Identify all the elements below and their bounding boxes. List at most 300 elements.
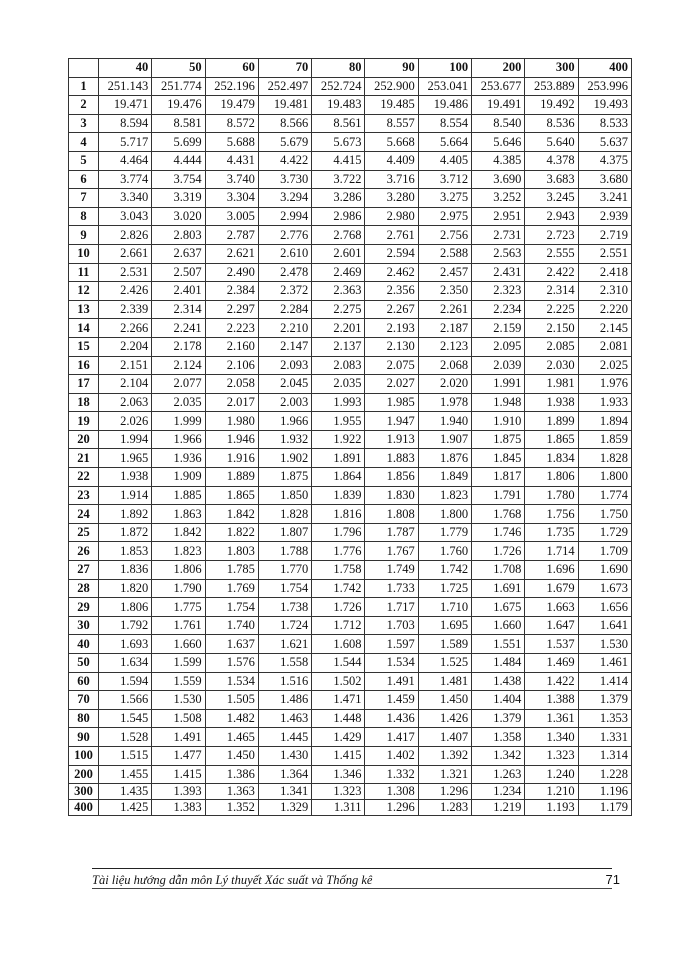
table-row <box>69 728 632 747</box>
table-cell: 2.093 <box>258 356 311 375</box>
table-cell: 2.826 <box>99 226 152 245</box>
table-cell: 2.030 <box>525 356 578 375</box>
table-cell: 1.845 <box>472 449 525 468</box>
table-cell: 1.430 <box>258 746 311 765</box>
table-cell: 2.457 <box>418 263 471 282</box>
table-cell: 3.716 <box>365 170 418 189</box>
table-cell: 3.275 <box>418 189 471 208</box>
table-cell: 1.863 <box>152 505 205 524</box>
table-cell: 1.776 <box>312 542 365 561</box>
table-cell: 1.740 <box>205 616 258 635</box>
table-cell: 1.946 <box>205 430 258 449</box>
table-cell: 19.483 <box>312 96 365 115</box>
row-label: 10 <box>69 244 99 263</box>
table-cell: 1.817 <box>472 468 525 487</box>
table-cell: 1.448 <box>312 709 365 728</box>
table-cell: 1.323 <box>312 784 365 800</box>
row-label: 80 <box>69 709 99 728</box>
table-cell: 1.331 <box>578 728 631 747</box>
table-cell: 1.742 <box>312 579 365 598</box>
table-cell: 1.922 <box>312 430 365 449</box>
table-cell: 3.680 <box>578 170 631 189</box>
table-cell: 1.980 <box>205 412 258 431</box>
table-cell: 2.039 <box>472 356 525 375</box>
table-cell: 1.358 <box>472 728 525 747</box>
table-cell: 2.418 <box>578 263 631 282</box>
row-label: 29 <box>69 598 99 617</box>
table-cell: 1.438 <box>472 672 525 691</box>
table-cell: 1.823 <box>152 542 205 561</box>
row-label: 23 <box>69 486 99 505</box>
table-cell: 2.723 <box>525 226 578 245</box>
table-row <box>69 356 632 375</box>
table-cell: 1.589 <box>418 635 471 654</box>
table-cell: 5.664 <box>418 133 471 152</box>
table-cell: 1.806 <box>525 468 578 487</box>
table-cell: 19.471 <box>99 96 152 115</box>
table-cell: 1.530 <box>578 635 631 654</box>
table-cell: 2.431 <box>472 263 525 282</box>
table-cell: 1.637 <box>205 635 258 654</box>
table-row <box>69 598 632 617</box>
table-cell: 1.675 <box>472 598 525 617</box>
table-cell: 1.820 <box>99 579 152 598</box>
table-cell: 1.477 <box>152 746 205 765</box>
table-cell: 2.943 <box>525 207 578 226</box>
column-header: 400 <box>578 59 631 78</box>
table-cell: 1.545 <box>99 709 152 728</box>
table-cell: 2.401 <box>152 282 205 301</box>
table-cell: 4.375 <box>578 151 631 170</box>
table-cell: 2.275 <box>312 300 365 319</box>
table-cell: 3.774 <box>99 170 152 189</box>
table-cell: 1.508 <box>152 709 205 728</box>
table-cell: 2.027 <box>365 375 418 394</box>
table-cell: 8.533 <box>578 114 631 133</box>
table-cell: 2.045 <box>258 375 311 394</box>
column-header: 40 <box>99 59 152 78</box>
table-cell: 1.352 <box>205 800 258 816</box>
table-cell: 1.558 <box>258 654 311 673</box>
table-row <box>69 542 632 561</box>
table-cell: 2.384 <box>205 282 258 301</box>
table-cell: 3.319 <box>152 189 205 208</box>
table-cell: 1.806 <box>152 561 205 580</box>
table-cell: 252.724 <box>312 77 365 96</box>
table-cell: 1.599 <box>152 654 205 673</box>
table-cell: 2.975 <box>418 207 471 226</box>
table-cell: 1.913 <box>365 430 418 449</box>
table-cell: 1.404 <box>472 691 525 710</box>
row-label: 24 <box>69 505 99 524</box>
row-label: 7 <box>69 189 99 208</box>
table-cell: 1.422 <box>525 672 578 691</box>
table-cell: 1.842 <box>152 523 205 542</box>
table-cell: 2.787 <box>205 226 258 245</box>
table-cell: 8.561 <box>312 114 365 133</box>
table-cell: 2.610 <box>258 244 311 263</box>
row-label: 30 <box>69 616 99 635</box>
table-cell: 2.160 <box>205 337 258 356</box>
table-cell: 1.985 <box>365 393 418 412</box>
table-cell: 1.791 <box>472 486 525 505</box>
table-cell: 2.266 <box>99 319 152 338</box>
table-cell: 1.885 <box>152 486 205 505</box>
table-cell: 1.750 <box>578 505 631 524</box>
table-cell: 2.719 <box>578 226 631 245</box>
table-cell: 1.853 <box>99 542 152 561</box>
table-cell: 1.537 <box>525 635 578 654</box>
table-cell: 2.234 <box>472 300 525 319</box>
table-cell: 1.311 <box>312 800 365 816</box>
table-cell: 1.608 <box>312 635 365 654</box>
table-cell: 1.634 <box>99 654 152 673</box>
table-cell: 3.340 <box>99 189 152 208</box>
table-cell: 1.346 <box>312 765 365 784</box>
table-cell: 8.581 <box>152 114 205 133</box>
table-row <box>69 189 632 208</box>
table-cell: 1.415 <box>152 765 205 784</box>
table-cell: 1.459 <box>365 691 418 710</box>
column-header: 60 <box>205 59 258 78</box>
table-cell: 19.493 <box>578 96 631 115</box>
table-cell: 1.806 <box>99 598 152 617</box>
table-cell: 1.717 <box>365 598 418 617</box>
table-cell: 1.966 <box>258 412 311 431</box>
table-cell: 3.754 <box>152 170 205 189</box>
table-cell: 2.020 <box>418 375 471 394</box>
table-cell: 2.356 <box>365 282 418 301</box>
table-cell: 1.484 <box>472 654 525 673</box>
table-cell: 1.228 <box>578 765 631 784</box>
row-label: 9 <box>69 226 99 245</box>
table-cell: 1.263 <box>472 765 525 784</box>
table-row <box>69 393 632 412</box>
table-cell: 1.864 <box>312 468 365 487</box>
table-cell: 1.690 <box>578 561 631 580</box>
table-cell: 3.280 <box>365 189 418 208</box>
table-cell: 1.663 <box>525 598 578 617</box>
table-cell: 1.761 <box>152 616 205 635</box>
table-cell: 3.740 <box>205 170 258 189</box>
table-cell: 1.594 <box>99 672 152 691</box>
row-label: 300 <box>69 784 99 800</box>
table-cell: 2.350 <box>418 282 471 301</box>
table-cell: 1.388 <box>525 691 578 710</box>
table-cell: 1.966 <box>152 430 205 449</box>
table-row <box>69 691 632 710</box>
table-cell: 1.551 <box>472 635 525 654</box>
table-cell: 1.415 <box>312 746 365 765</box>
table-cell: 1.341 <box>258 784 311 800</box>
table-cell: 2.297 <box>205 300 258 319</box>
table-cell: 1.770 <box>258 561 311 580</box>
table-cell: 3.245 <box>525 189 578 208</box>
table-row <box>69 579 632 598</box>
table-cell: 2.939 <box>578 207 631 226</box>
table-cell: 2.130 <box>365 337 418 356</box>
table-cell: 4.378 <box>525 151 578 170</box>
table-cell: 1.383 <box>152 800 205 816</box>
table-cell: 2.026 <box>99 412 152 431</box>
column-header: 50 <box>152 59 205 78</box>
table-cell: 1.856 <box>365 468 418 487</box>
table-cell: 1.660 <box>472 616 525 635</box>
table-cell: 2.204 <box>99 337 152 356</box>
table-cell: 1.872 <box>99 523 152 542</box>
table-header-row <box>69 59 632 78</box>
row-label: 8 <box>69 207 99 226</box>
table-cell: 1.647 <box>525 616 578 635</box>
table-cell: 3.286 <box>312 189 365 208</box>
table-cell: 1.283 <box>418 800 471 816</box>
table-cell: 1.726 <box>312 598 365 617</box>
table-cell: 2.551 <box>578 244 631 263</box>
row-label: 19 <box>69 412 99 431</box>
table-cell: 1.363 <box>205 784 258 800</box>
table-cell: 2.756 <box>418 226 471 245</box>
table-cell: 2.151 <box>99 356 152 375</box>
table-cell: 1.981 <box>525 375 578 394</box>
table-cell: 3.252 <box>472 189 525 208</box>
table-cell: 2.178 <box>152 337 205 356</box>
table-cell: 1.850 <box>258 486 311 505</box>
table-cell: 1.788 <box>258 542 311 561</box>
row-label: 200 <box>69 765 99 784</box>
table-cell: 5.688 <box>205 133 258 152</box>
table-cell: 2.124 <box>152 356 205 375</box>
table-cell: 2.422 <box>525 263 578 282</box>
row-label: 28 <box>69 579 99 598</box>
table-row <box>69 170 632 189</box>
table-row <box>69 449 632 468</box>
row-label: 12 <box>69 282 99 301</box>
table-cell: 1.775 <box>152 598 205 617</box>
table-cell: 1.892 <box>99 505 152 524</box>
table-cell: 2.150 <box>525 319 578 338</box>
row-label: 4 <box>69 133 99 152</box>
table-cell: 1.482 <box>205 709 258 728</box>
row-label: 50 <box>69 654 99 673</box>
table-row <box>69 746 632 765</box>
table-cell: 1.296 <box>365 800 418 816</box>
row-label: 70 <box>69 691 99 710</box>
table-cell: 2.426 <box>99 282 152 301</box>
table-cell: 2.123 <box>418 337 471 356</box>
table-cell: 1.834 <box>525 449 578 468</box>
table-cell: 1.379 <box>472 709 525 728</box>
table-cell: 1.425 <box>99 800 152 816</box>
table-cell: 2.462 <box>365 263 418 282</box>
table-cell: 1.314 <box>578 746 631 765</box>
table-cell: 4.415 <box>312 151 365 170</box>
table-cell: 5.640 <box>525 133 578 152</box>
row-label: 27 <box>69 561 99 580</box>
table-cell: 1.323 <box>525 746 578 765</box>
table-cell: 1.894 <box>578 412 631 431</box>
table-cell: 1.544 <box>312 654 365 673</box>
table-cell: 1.865 <box>205 486 258 505</box>
table-cell: 1.179 <box>578 800 631 816</box>
table-cell: 2.314 <box>525 282 578 301</box>
table-cell: 8.594 <box>99 114 152 133</box>
table-cell: 1.407 <box>418 728 471 747</box>
table-cell: 1.321 <box>418 765 471 784</box>
table-cell: 1.999 <box>152 412 205 431</box>
table-row <box>69 226 632 245</box>
table-cell: 1.769 <box>205 579 258 598</box>
table-cell: 1.822 <box>205 523 258 542</box>
table-cell: 2.980 <box>365 207 418 226</box>
table-cell: 1.329 <box>258 800 311 816</box>
table-row <box>69 654 632 673</box>
table-cell: 1.656 <box>578 598 631 617</box>
table-cell: 1.803 <box>205 542 258 561</box>
table-cell: 1.749 <box>365 561 418 580</box>
table-cell: 2.768 <box>312 226 365 245</box>
table-cell: 1.471 <box>312 691 365 710</box>
table-cell: 8.566 <box>258 114 311 133</box>
table-cell: 19.486 <box>418 96 471 115</box>
column-header: 70 <box>258 59 311 78</box>
table-cell: 1.828 <box>578 449 631 468</box>
table-cell: 1.534 <box>205 672 258 691</box>
row-label: 15 <box>69 337 99 356</box>
table-cell: 253.889 <box>525 77 578 96</box>
table-cell: 3.690 <box>472 170 525 189</box>
table-cell: 2.104 <box>99 375 152 394</box>
table-cell: 2.637 <box>152 244 205 263</box>
table-cell: 2.621 <box>205 244 258 263</box>
table-cell: 2.594 <box>365 244 418 263</box>
table-cell: 8.572 <box>205 114 258 133</box>
table-cell: 1.679 <box>525 579 578 598</box>
table-cell: 2.137 <box>312 337 365 356</box>
table-cell: 1.461 <box>578 654 631 673</box>
table-cell: 1.839 <box>312 486 365 505</box>
table-cell: 2.531 <box>99 263 152 282</box>
table-cell: 1.796 <box>312 523 365 542</box>
table-cell: 1.746 <box>472 523 525 542</box>
table-cell: 1.940 <box>418 412 471 431</box>
table-row <box>69 319 632 338</box>
table-cell: 1.436 <box>365 709 418 728</box>
table-cell: 1.516 <box>258 672 311 691</box>
table-cell: 1.756 <box>525 505 578 524</box>
table-cell: 1.353 <box>578 709 631 728</box>
table-cell: 1.909 <box>152 468 205 487</box>
table-cell: 2.761 <box>365 226 418 245</box>
table-cell: 1.691 <box>472 579 525 598</box>
table-cell: 2.025 <box>578 356 631 375</box>
table-row <box>69 375 632 394</box>
table-cell: 3.712 <box>418 170 471 189</box>
table-cell: 1.621 <box>258 635 311 654</box>
table-cell: 1.486 <box>258 691 311 710</box>
table-row <box>69 244 632 263</box>
table-cell: 1.703 <box>365 616 418 635</box>
table-cell: 2.223 <box>205 319 258 338</box>
table-cell: 19.485 <box>365 96 418 115</box>
table-cell: 1.816 <box>312 505 365 524</box>
table-cell: 2.314 <box>152 300 205 319</box>
table-cell: 1.955 <box>312 412 365 431</box>
table-cell: 1.774 <box>578 486 631 505</box>
table-cell: 1.673 <box>578 579 631 598</box>
row-label: 100 <box>69 746 99 765</box>
table-cell: 1.994 <box>99 430 152 449</box>
table-cell: 1.830 <box>365 486 418 505</box>
table-cell: 2.601 <box>312 244 365 263</box>
table-cell: 8.557 <box>365 114 418 133</box>
table-cell: 1.754 <box>258 579 311 598</box>
row-label: 3 <box>69 114 99 133</box>
table-row <box>69 282 632 301</box>
table-cell: 2.490 <box>205 263 258 282</box>
table-cell: 1.780 <box>525 486 578 505</box>
table-cell: 1.402 <box>365 746 418 765</box>
table-cell: 1.836 <box>99 561 152 580</box>
table-cell: 1.899 <box>525 412 578 431</box>
table-cell: 1.891 <box>312 449 365 468</box>
table-cell: 3.304 <box>205 189 258 208</box>
table-cell: 5.673 <box>312 133 365 152</box>
table-cell: 1.534 <box>365 654 418 673</box>
table-cell: 2.469 <box>312 263 365 282</box>
table-cell: 1.729 <box>578 523 631 542</box>
table-cell: 1.234 <box>472 784 525 800</box>
table-cell: 4.464 <box>99 151 152 170</box>
table-cell: 2.145 <box>578 319 631 338</box>
row-label: 21 <box>69 449 99 468</box>
table-cell: 2.147 <box>258 337 311 356</box>
table-cell: 1.933 <box>578 393 631 412</box>
table-cell: 5.717 <box>99 133 152 152</box>
table-cell: 1.859 <box>578 430 631 449</box>
table-cell: 1.414 <box>578 672 631 691</box>
table-cell: 1.597 <box>365 635 418 654</box>
row-label: 60 <box>69 672 99 691</box>
table-cell: 1.902 <box>258 449 311 468</box>
table-cell: 4.409 <box>365 151 418 170</box>
table-cell: 1.712 <box>312 616 365 635</box>
table-row <box>69 505 632 524</box>
table-cell: 4.405 <box>418 151 471 170</box>
row-label: 40 <box>69 635 99 654</box>
row-label: 1 <box>69 77 99 96</box>
table-cell: 1.364 <box>258 765 311 784</box>
table-cell: 2.201 <box>312 319 365 338</box>
table-cell: 253.677 <box>472 77 525 96</box>
table-cell: 3.043 <box>99 207 152 226</box>
table-cell: 1.792 <box>99 616 152 635</box>
table-cell: 251.143 <box>99 77 152 96</box>
column-header: 300 <box>525 59 578 78</box>
table-cell: 2.284 <box>258 300 311 319</box>
table-cell: 1.865 <box>525 430 578 449</box>
row-label: 11 <box>69 263 99 282</box>
table-cell: 1.842 <box>205 505 258 524</box>
table-cell: 1.481 <box>418 672 471 691</box>
table-cell: 1.800 <box>578 468 631 487</box>
table-cell: 1.515 <box>99 746 152 765</box>
column-header: 80 <box>312 59 365 78</box>
table-cell: 2.085 <box>525 337 578 356</box>
table-cell: 1.910 <box>472 412 525 431</box>
table-cell: 1.875 <box>258 468 311 487</box>
corner-cell <box>69 59 99 78</box>
table-cell: 1.296 <box>418 784 471 800</box>
